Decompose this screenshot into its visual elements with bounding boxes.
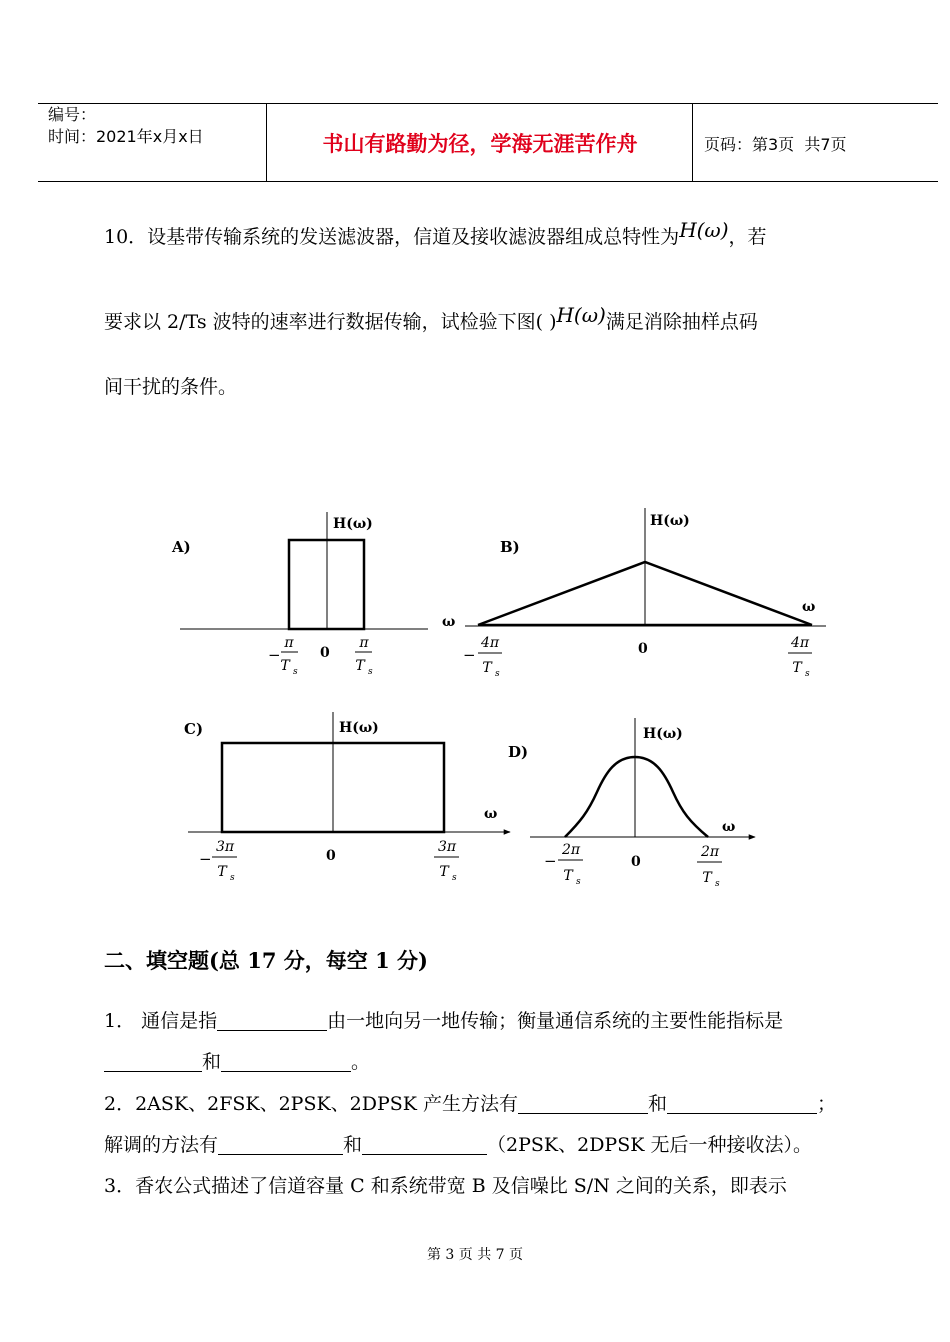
fill-q2-text-a: 2．2ASK、2FSK、2PSK、2DPSK 产生方法有 [104,1093,519,1115]
fill-q1-line2 [104,1047,370,1074]
fill-q2-line1 [104,1089,836,1116]
figure-c-label: C) [184,720,204,738]
figure-b-right-num: 4π [790,635,810,651]
figure-d-right-den: T [702,870,712,886]
figure-a-left-sign: − [268,646,281,664]
figure-c-left-num: 3π [215,839,235,855]
fill-q2-text-e: 和 [343,1134,363,1156]
figure-c-right-sub: s [452,873,457,883]
figure-a-left-num: π [284,635,294,651]
figure-b-label: B) [500,538,520,556]
figure-a-left-sub: s [293,667,298,677]
figure-d-left-num: 2π [561,842,581,858]
figure-d-left-sub: s [576,877,581,887]
q10-line2 [104,303,758,334]
fill-q2-blank-3[interactable] [218,1134,343,1155]
fill-q2-text-f: （2PSK、2DPSK 无后一种接收法）。 [487,1134,812,1156]
header-page-code: 页码：第3页 共7页 [704,134,847,154]
fill-q1-blank-1[interactable] [217,1010,327,1031]
fill-q2-blank-1[interactable] [518,1093,648,1114]
figure-c-ylabel: H(ω) [339,720,379,736]
figure-d-right-num: 2π [700,844,720,860]
figure-a-right-den: T [355,658,365,674]
fill-q1-text-b: 由一地向另一地传输；衡量通信系统的主要性能指标是 [327,1010,784,1032]
figure-d-xlabel: ω [722,819,736,835]
figure-b-left-sign: − [463,646,476,664]
header-meta [48,104,204,148]
figure-d [508,718,755,889]
figure-b-xlabel: ω [802,599,816,615]
figure-c-xlabel: ω [484,806,498,822]
figure-b-left-num: 4π [480,635,500,651]
fill-q3-line1: 3．香农公式描述了信道容量 C 和系统带宽 B 及信噪比 S/N 之间的关系，即表示 [104,1175,787,1197]
fill-q2-line2 [104,1130,812,1157]
q10-line1-math: H(ω) [679,218,729,242]
figure-c-origin: 0 [326,848,336,864]
figure-d-curve [565,757,708,837]
q10-line2-math: H(ω) [556,303,606,327]
figure-d-origin: 0 [631,854,641,870]
figure-c-left-sub: s [230,873,235,883]
q10-line1 [104,218,767,249]
figure-c [184,712,510,883]
fill-q1-blank-2[interactable] [104,1051,202,1072]
figure-c-right-den: T [439,864,449,880]
figure-b-ylabel: H(ω) [650,513,690,529]
fill-q2-blank-4[interactable] [362,1134,487,1155]
filter-figures [0,490,950,910]
figure-d-label: D) [508,743,529,761]
figure-b-right-den: T [792,660,802,676]
figure-c-right-num: 3π [437,839,457,855]
figure-d-right-sub: s [715,879,720,889]
figure-b-origin: 0 [638,641,648,657]
serial-label: 编号： [48,105,97,124]
time-label: 时间：2021年x月x日 [48,127,204,146]
figure-a-label: A) [172,538,191,556]
figure-b-left-den: T [482,660,492,676]
figure-b-left-sub: s [495,669,500,679]
fill-q1-text-a: 1． 通信是指 [104,1010,218,1032]
figure-b-right-sub: s [805,669,810,679]
fill-q1-text-c: 和 [202,1051,222,1073]
figure-a-left-den: T [280,658,290,674]
figure-a-right-sub: s [368,667,373,677]
figure-a-origin: 0 [320,645,330,661]
fill-q2-blank-2[interactable] [667,1093,817,1114]
page-footer: 第 3 页 共 7 页 [426,1247,524,1263]
figure-d-left-sign: − [544,852,557,870]
figure-a [171,512,455,677]
q10-line2-text-a: 要求以 2/Ts 波特的速率进行数据传输，试检验下图( ) [104,311,557,333]
q10-line2-text-b: 满足消除抽样点码 [605,311,758,333]
header-divider-left [266,103,267,182]
fill-q2-text-b: 和 [648,1093,668,1115]
figure-d-left-den: T [563,868,573,884]
figure-a-right-num: π [359,635,369,651]
fill-q1-line1 [104,1006,783,1033]
q10-line1-end: ，若 [728,226,767,248]
figure-b [463,508,826,679]
header-divider-right [692,103,693,182]
figure-a-ylabel: H(ω) [333,516,373,532]
fill-q2-text-c: ； [817,1093,837,1115]
figure-a-xlabel: ω [442,614,456,630]
fill-q1-blank-3[interactable] [221,1051,351,1072]
figure-d-ylabel: H(ω) [643,726,683,742]
q10-line1-text: 10．设基带传输系统的发送滤波器，信道及接收滤波器组成总特性为 [104,226,680,248]
header-motto: 书山有路勤为径，学海无涯苦作舟 [322,132,638,156]
figure-c-left-sign: − [199,850,212,868]
fill-q1-text-d: 。 [351,1051,371,1073]
q10-line3: 间干扰的条件。 [104,376,238,398]
section-title: 二、填空题(总 17 分，每空 1 分) [104,948,428,973]
figure-c-left-den: T [217,864,227,880]
fill-q2-text-d: 解调的方法有 [104,1134,219,1156]
